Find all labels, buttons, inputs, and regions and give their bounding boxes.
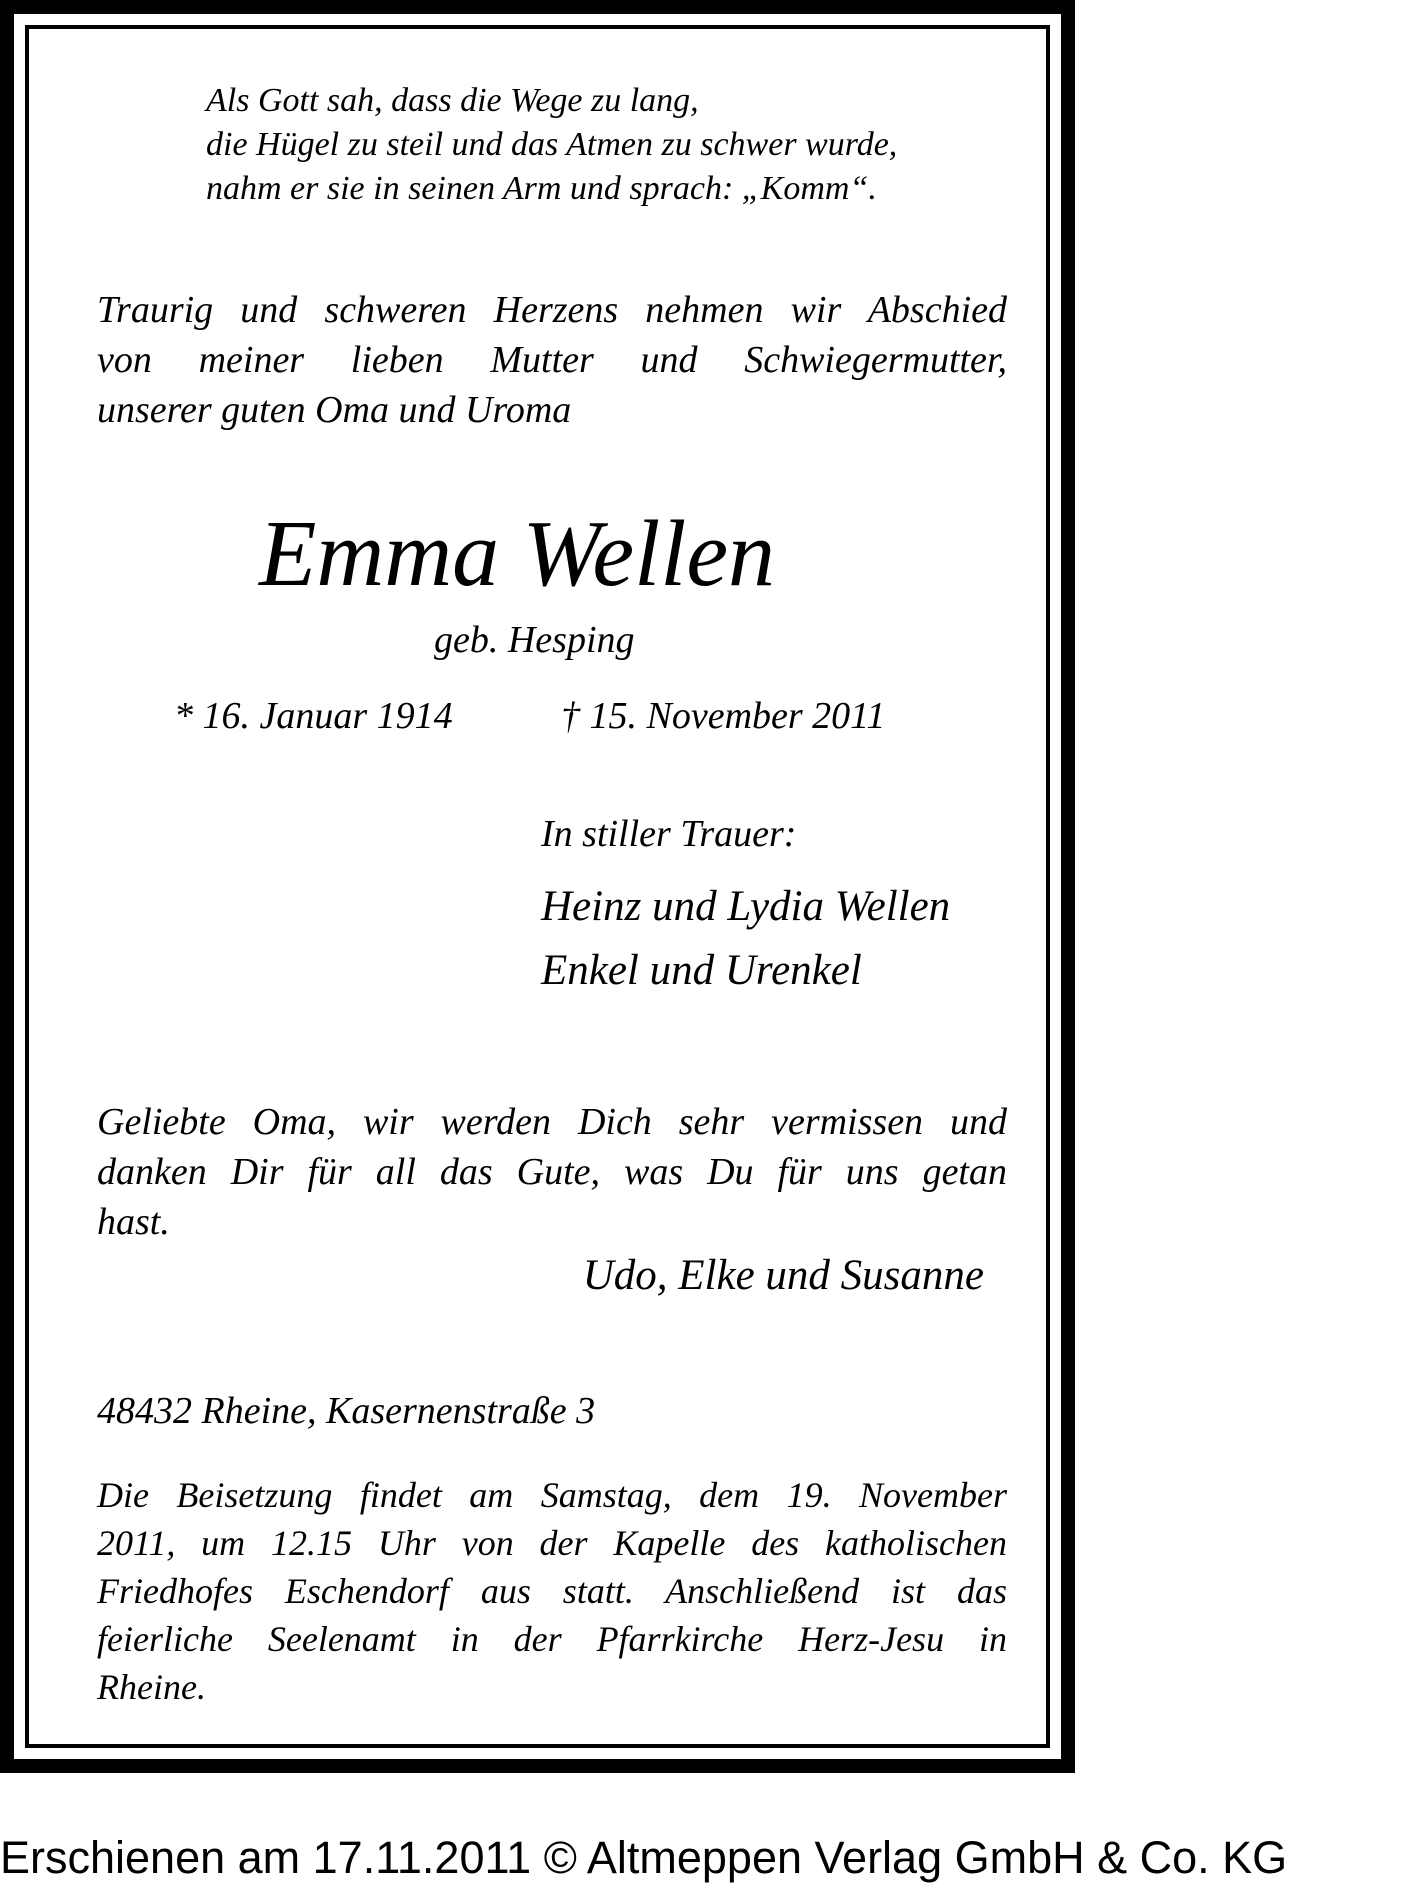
publication-footer: Erschienen am 17.11.2011 © Altmeppen Verlag GmbH & Co. KG [0,1832,1288,1883]
poem [206,79,897,211]
poem-line: Als Gott sah, dass die Wege zu lang, [206,82,699,119]
poem-line: nahm er sie in seinen Arm und sprach: „Komm“. [206,170,877,207]
intro-line: unserer guten Oma und Uroma [97,389,572,431]
funeral-line: feierliche Seelenamt in der Pfarrkirche Herz-Jesu in [97,1619,1007,1659]
address: 48432 Rheine, Kasernenstraße 3 [97,1390,596,1432]
funeral-paragraph [97,1471,1007,1711]
message-line: Geliebte Oma, wir werden Dich sehr vermissen und [97,1101,1007,1143]
mourner-line: Enkel und Urenkel [541,947,862,994]
notice-inner-frame [25,25,1050,1748]
intro-line: von meiner lieben Mutter und Schwiegermutter, [97,339,1007,381]
message-line: hast. [97,1201,170,1243]
birth-date: * 16. Januar 1914 [174,695,453,737]
message-paragraph [97,1097,1007,1247]
poem-line: die Hügel zu steil und das Atmen zu schwer wurde, [206,126,898,163]
message-line: danken Dir für all das Gute, was Du für uns getan [97,1151,1007,1193]
mourning-heading: In stiller Trauer: [541,813,797,855]
funeral-line: Rheine. [97,1667,206,1707]
mourner-line: Heinz und Lydia Wellen [541,883,951,930]
death-date: † 15. November 2011 [561,695,886,737]
intro-line: Traurig und schweren Herzens nehmen wir Abschied [97,289,1007,331]
message-signature: Udo, Elke und Susanne [582,1252,984,1299]
intro-paragraph [97,285,1007,435]
funeral-line: 2011, um 12.15 Uhr von der Kapelle des katholischen [97,1523,1007,1563]
funeral-line: Die Beisetzung findet am Samstag, dem 19. November [97,1475,1007,1515]
deceased-name: Emma Wellen [259,502,776,606]
notice-outer-margin [14,14,1061,1759]
maiden-name: geb. Hesping [434,619,635,661]
funeral-line: Friedhofes Eschendorf aus statt. Anschließend ist das [97,1571,1007,1611]
mourners [541,875,950,1003]
